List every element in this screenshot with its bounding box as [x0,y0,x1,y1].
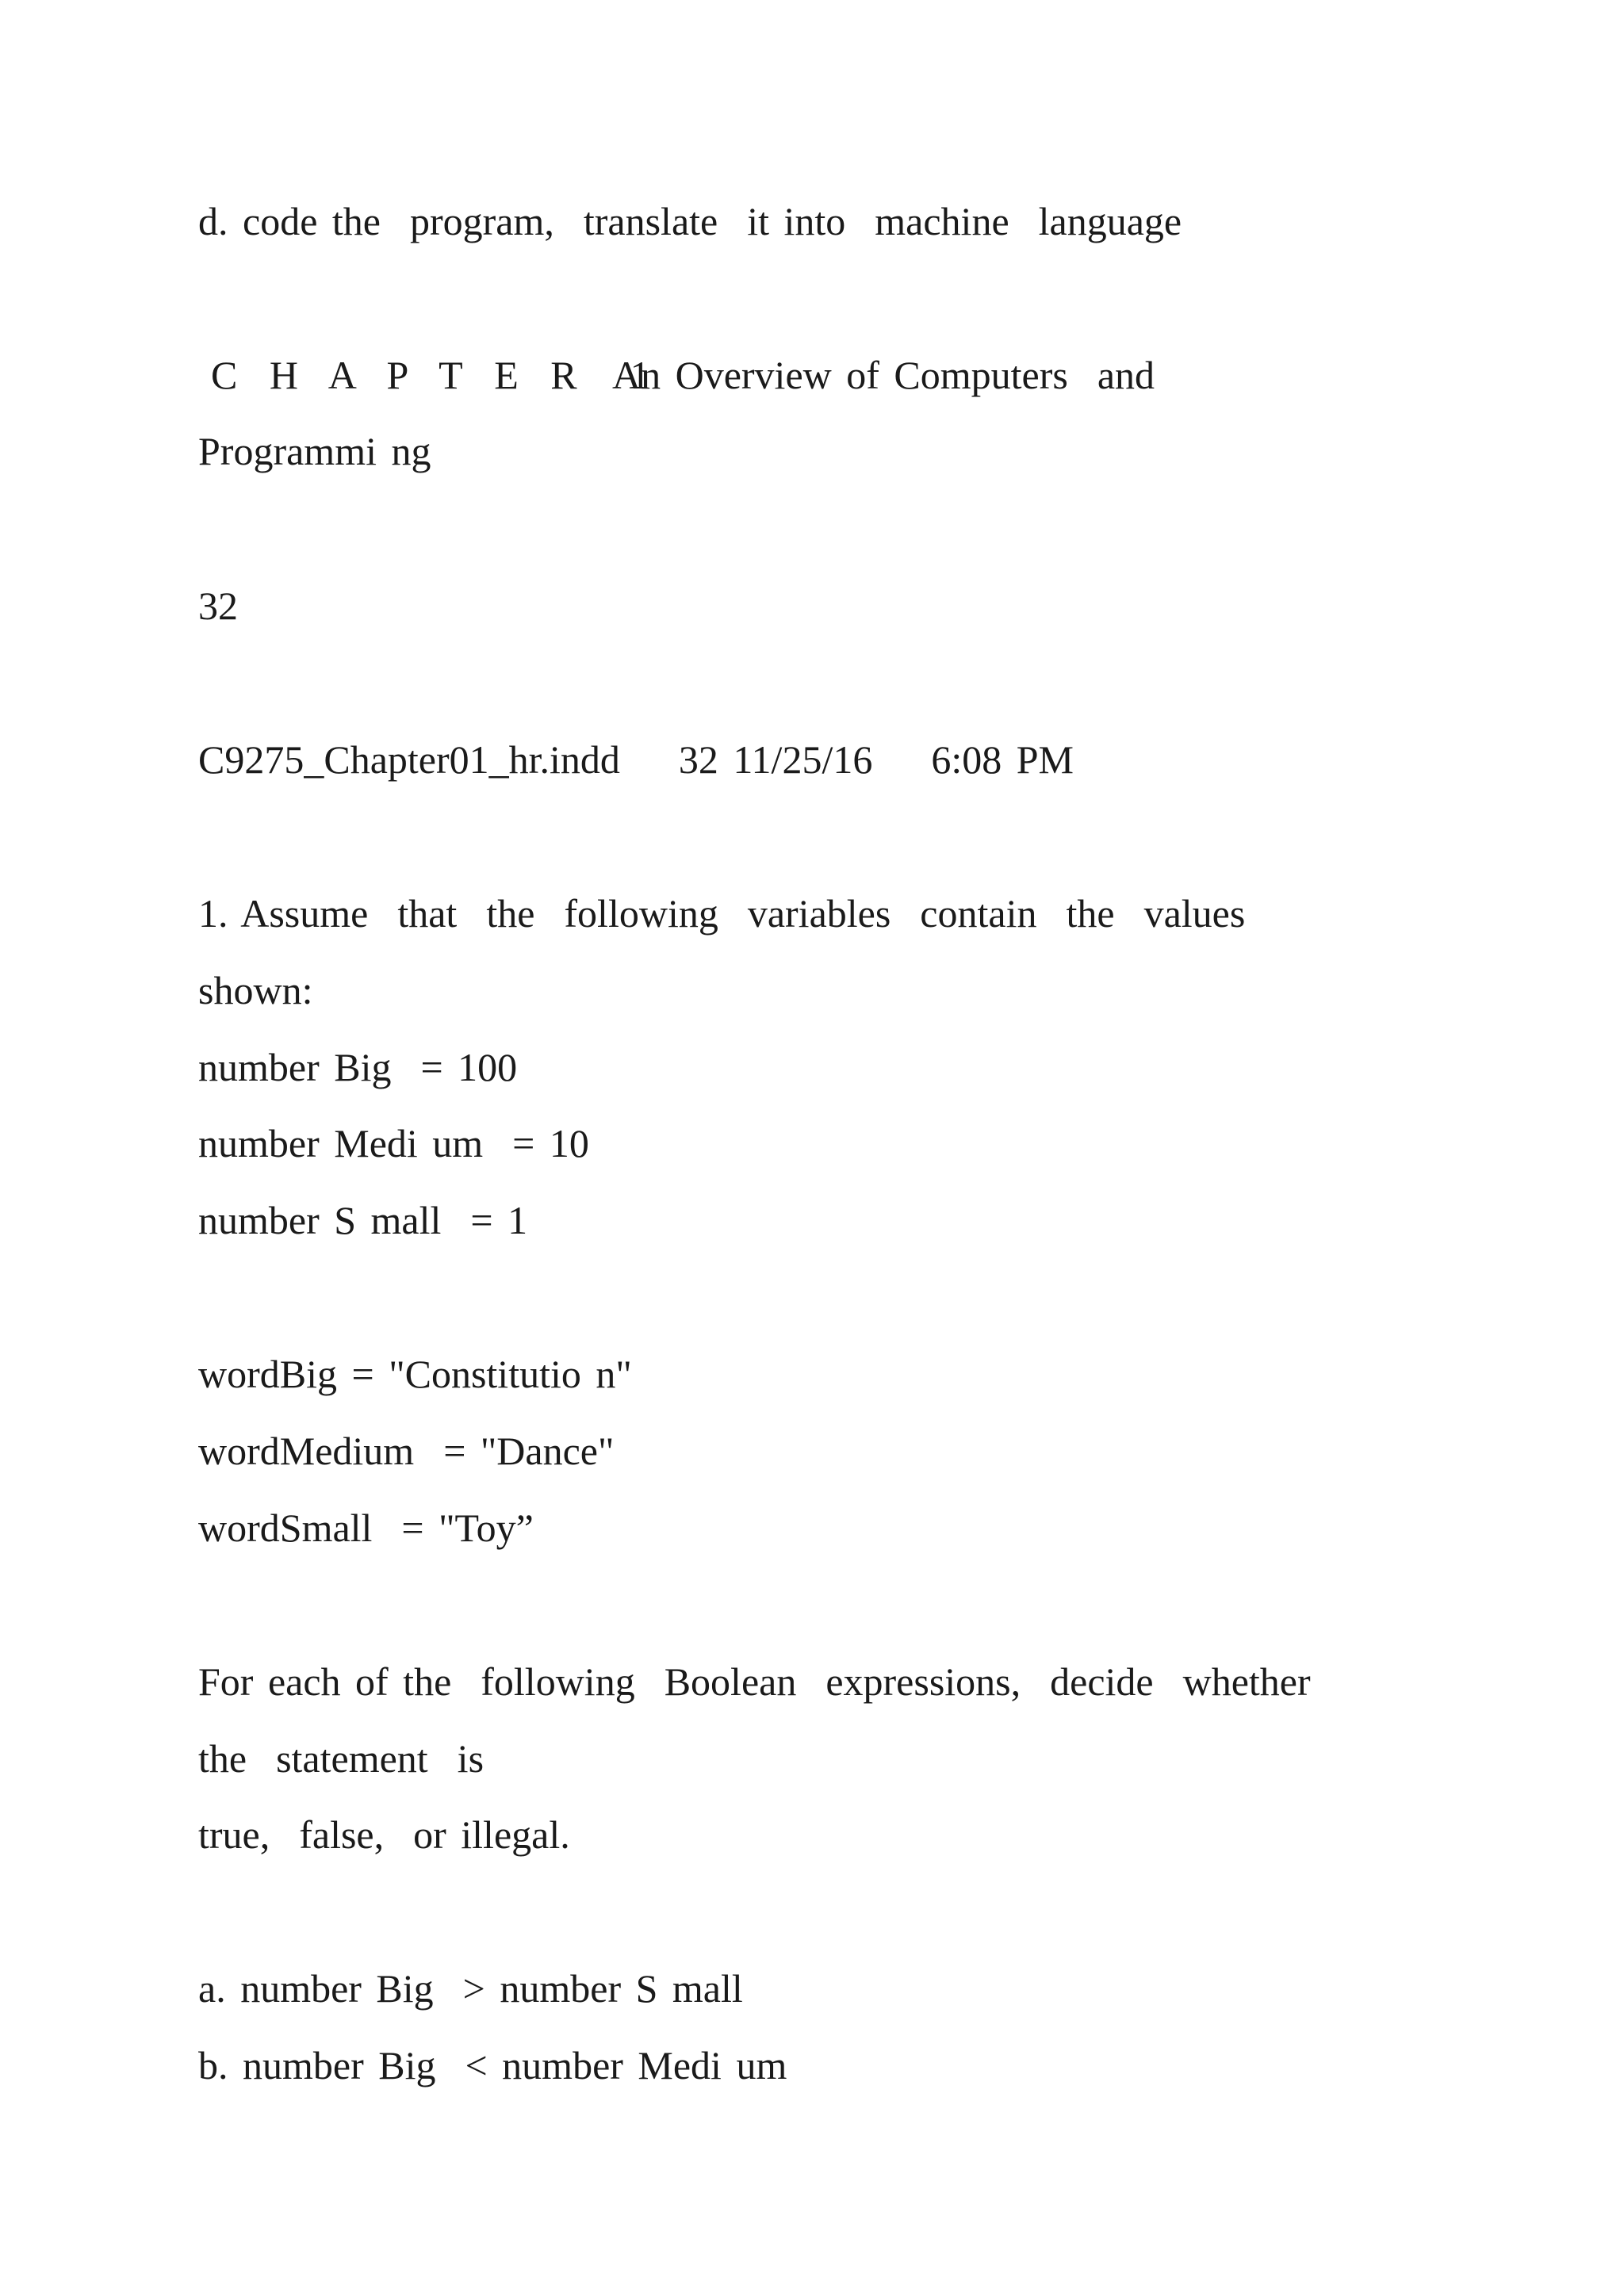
page-number: 32 [198,584,238,628]
variable-number-big: number Big = 100 [198,1045,518,1089]
instruction: For each of the following Boolean expressions, decide whether [198,1659,1311,1704]
instruction-continued: the statement is [198,1736,485,1781]
question-1-intro: 1. Assume that the following variables contain the values [198,891,1246,936]
variable-word-big: wordBig = "Constitutio n" [198,1352,632,1396]
chapter-label: C H A P T E R 1 [211,353,661,397]
question-1-intro-continued: shown: [198,968,313,1012]
variable-word-medium: wordMedium = "Dance" [198,1429,615,1473]
variable-word-small: wordSmall = "Toy” [198,1506,534,1550]
instruction-end: true, false, or illegal. [198,1812,570,1857]
file-slug: C9275_Chapter01_hr.indd 32 11/25/16 6:08 PM [198,737,1074,782]
chapter-title: An Overview of Computers and [612,353,1155,397]
variable-number-medium: number Medi um = 10 [198,1121,589,1165]
answer-option-d: d. code the program, translate it into machine language [198,199,1182,243]
variable-number-small: number S mall = 1 [198,1198,528,1242]
expression-a: a. number Big > number S mall [198,1966,743,2011]
chapter-title-continued: Programmi ng [198,429,431,473]
expression-b: b. number Big < number Medi um [198,2043,787,2087]
